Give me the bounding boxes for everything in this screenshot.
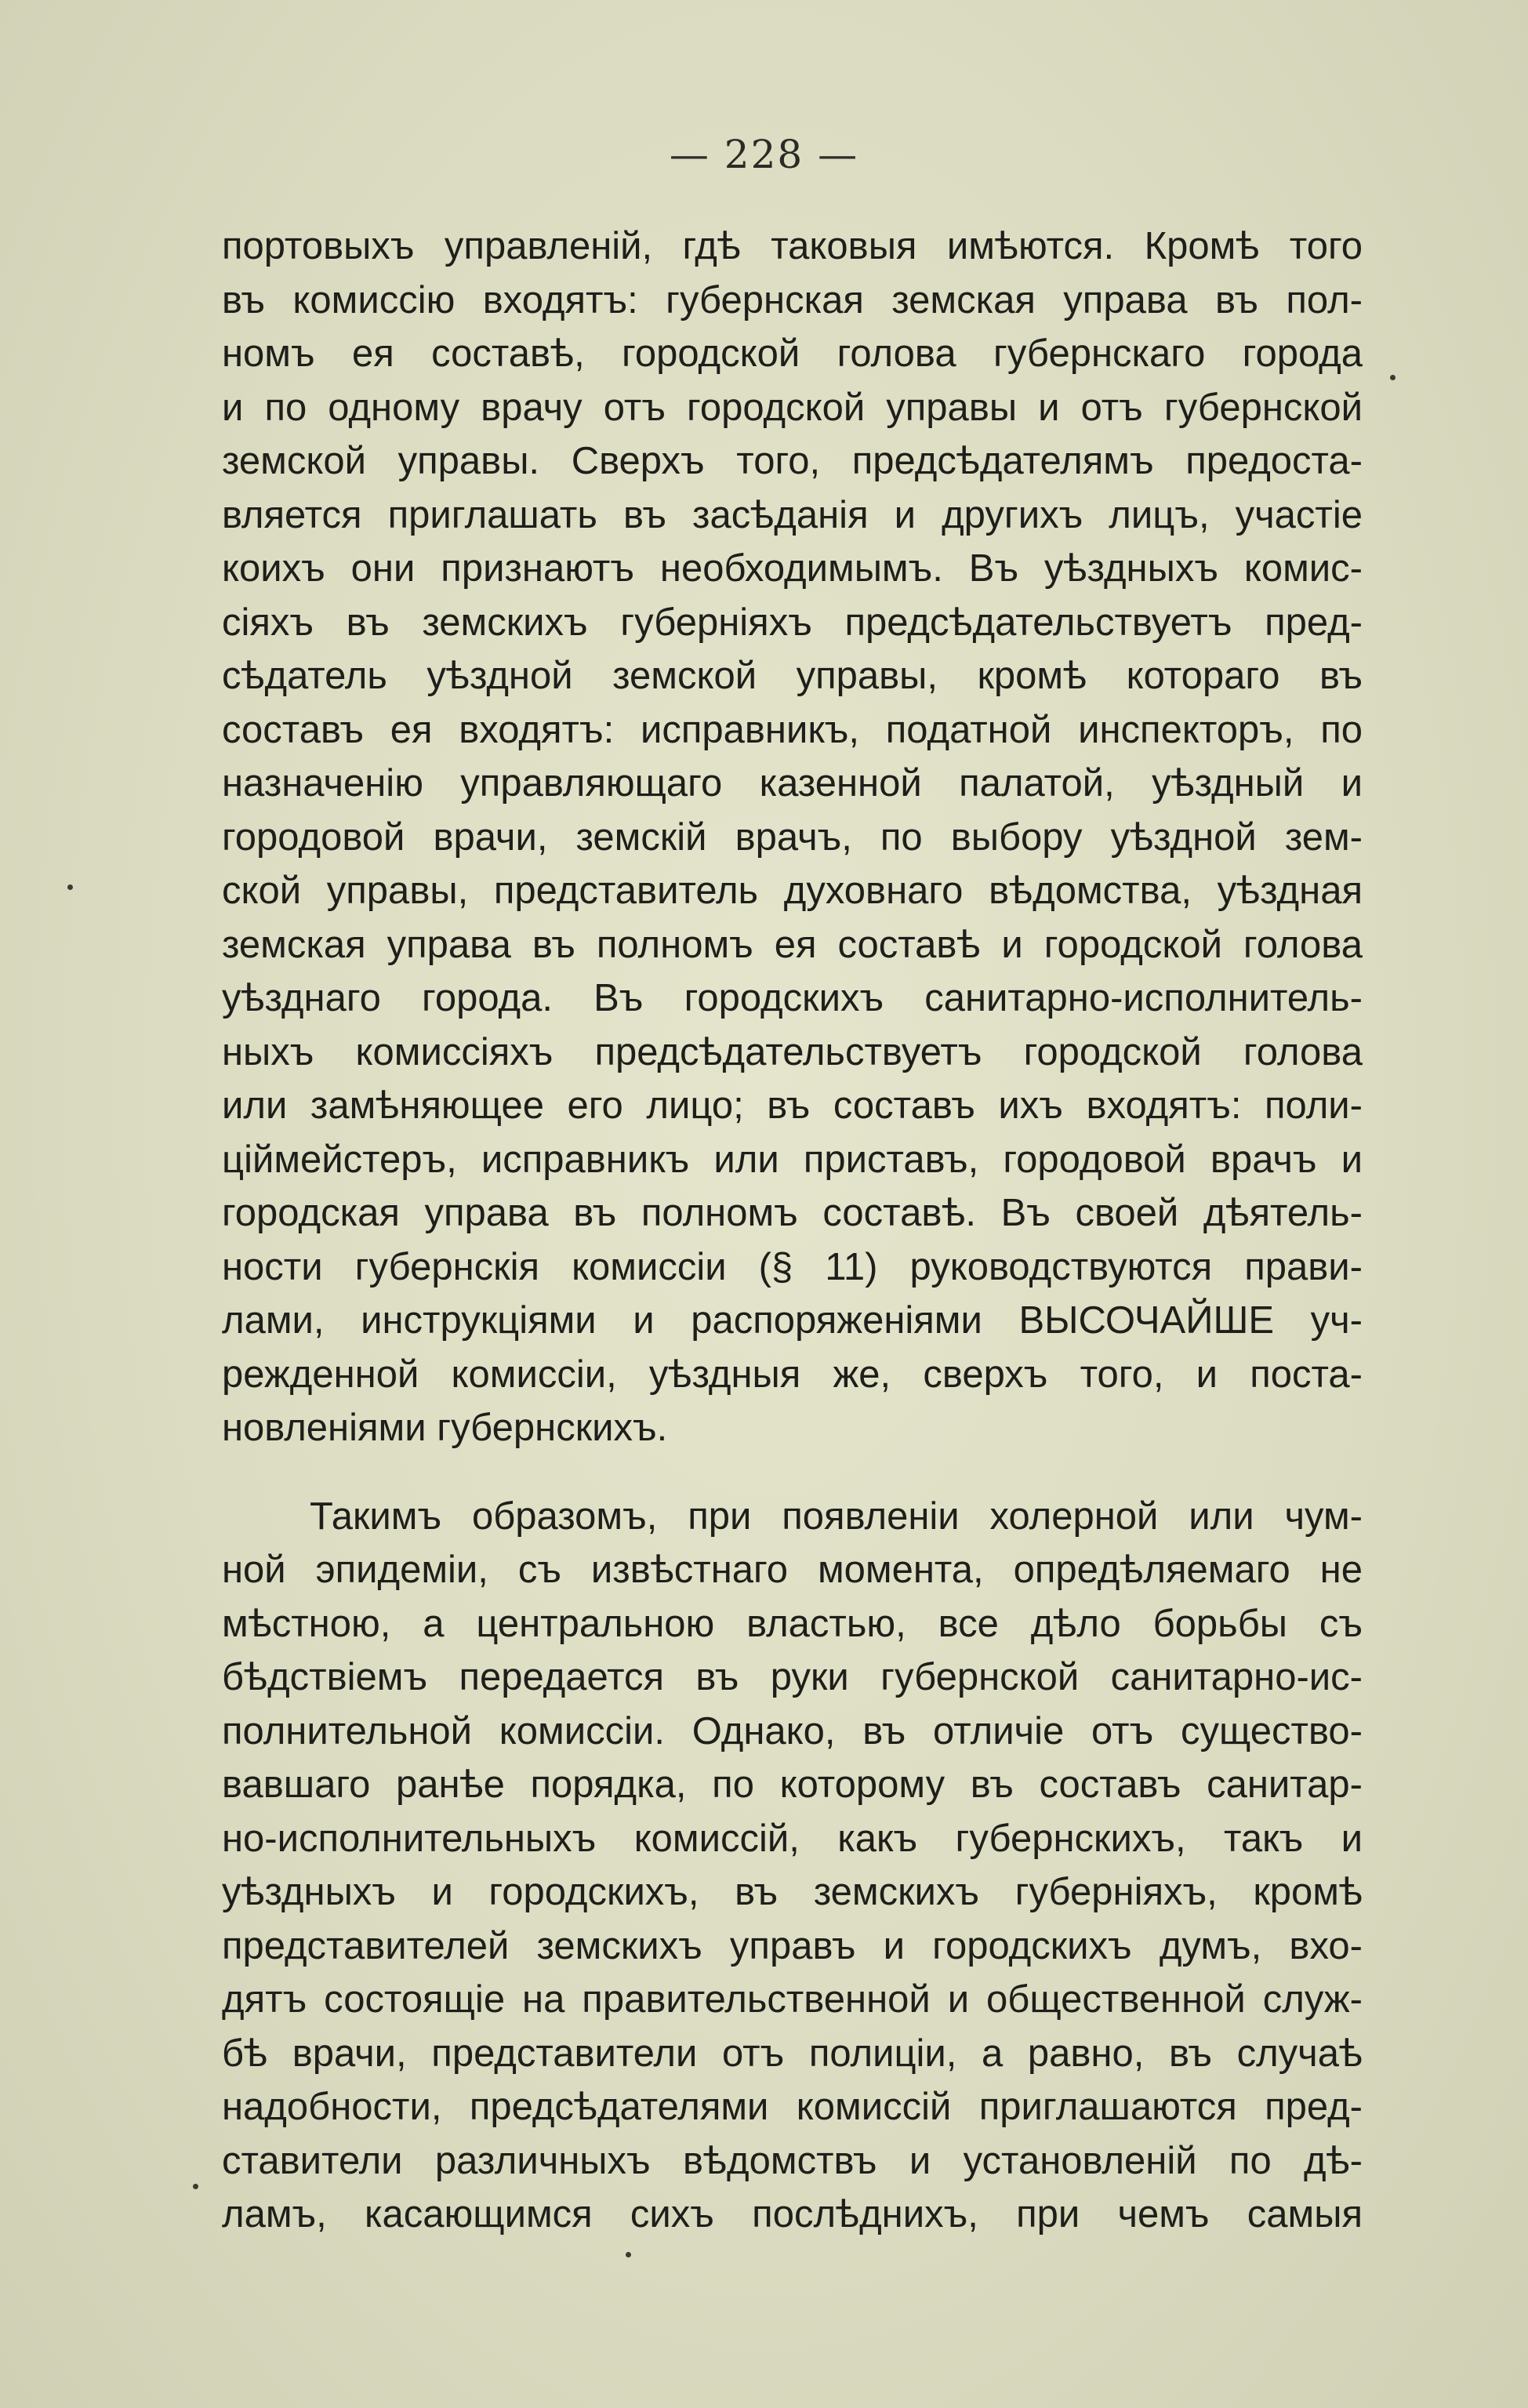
ink-speck <box>193 2184 198 2189</box>
text-line: режденной комиссіи, уѣздныя же, сверхъ того, и поста- <box>222 1353 1363 1396</box>
text-line: ной эпидеміи, съ извѣстнаго момента, опредѣляемаго не <box>222 1549 1363 1591</box>
text-line: ныхъ комиссіяхъ предсѣдательствуетъ городской голова <box>222 1030 1363 1073</box>
text-line: въ комиссію входятъ: губернская земская управа въ пол- <box>222 278 1363 321</box>
text-line: лами, инструкціями и распоряженіями ВЫСОЧАЙШЕ уч- <box>222 1299 1363 1342</box>
ink-speck <box>626 2252 631 2257</box>
text-line: коихъ они признаютъ необходимымъ. Въ уѣздныхъ комис- <box>222 547 1363 590</box>
text-line: вавшаго ранѣе порядка, по которому въ составъ санитар- <box>222 1763 1363 1806</box>
paragraph-gap <box>222 1455 1363 1490</box>
text-line: ставители различныхъ вѣдомствъ и установленій по дѣ- <box>222 2139 1363 2182</box>
text-line: ламъ, касающимся сихъ послѣднихъ, при чемъ самыя <box>222 2193 1363 2235</box>
text-line: назначенію управляющаго казенной палатой, уѣздный и <box>222 762 1363 804</box>
text-line: но-исполнительныхъ комиссій, какъ губернскихъ, такъ и <box>222 1817 1363 1860</box>
text-line: Такимъ образомъ, при появленіи холерной или чум- <box>310 1495 1363 1538</box>
text-line: портовыхъ управленій, гдѣ таковыя имѣются. Кромѣ того <box>222 225 1363 267</box>
body-text <box>222 220 1363 2242</box>
text-line: составъ ея входятъ: исправникъ, податной инспекторъ, по <box>222 708 1363 751</box>
text-line: ности губернскія комиссіи (§ 11) руководствуются прави- <box>222 1245 1363 1288</box>
text-line: земская управа въ полномъ ея составѣ и городской голова <box>222 923 1363 966</box>
text-line: бѣ врачи, представители отъ полиціи, а равно, въ случаѣ <box>222 2032 1363 2075</box>
text-line: представителей земскихъ управъ и городскихъ думъ, вхо- <box>222 1924 1363 1967</box>
text-line: уѣздныхъ и городскихъ, въ земскихъ губерніяхъ, кромѣ <box>222 1871 1363 1913</box>
text-line: мѣстною, а центральною властью, все дѣло борьбы съ <box>222 1602 1363 1645</box>
text-line: ской управы, представитель духовнаго вѣдомства, уѣздная <box>222 870 1363 912</box>
text-line: дятъ состоящіе на правительственной и общественной служ- <box>222 1978 1363 2021</box>
text-line: сіяхъ въ земскихъ губерніяхъ предсѣдательствуетъ пред- <box>222 601 1363 644</box>
text-line: надобности, предсѣдателями комиссій приглашаются пред- <box>222 2086 1363 2128</box>
text-line: ціймейстеръ, исправникъ или приставъ, городовой врачъ и <box>222 1138 1363 1181</box>
paragraph-2 <box>222 1490 1363 2242</box>
ink-speck <box>67 884 73 890</box>
text-line: или замѣняющее его лицо; въ составъ ихъ входятъ: поли- <box>222 1084 1363 1127</box>
text-line: бѣдствіемъ передается въ руки губернской санитарно-ис- <box>222 1656 1363 1698</box>
ink-speck <box>1390 375 1396 380</box>
text-line: городовой врачи, земскій врачъ, по выбору уѣздной зем- <box>222 815 1363 859</box>
text-line: новленіями губернскихъ. <box>222 1407 668 1449</box>
text-line: вляется приглашать въ засѣданія и другихъ лицъ, участіе <box>222 493 1363 536</box>
text-line: городская управа въ полномъ составѣ. Въ своей дѣятель- <box>222 1192 1363 1234</box>
paragraph-1 <box>222 220 1363 1455</box>
text-line: земской управы. Сверхъ того, предсѣдателямъ предоста- <box>222 440 1363 482</box>
text-line: сѣдатель уѣздной земской управы, кромѣ котораго въ <box>222 655 1363 697</box>
page-number: — 228 — <box>669 132 859 177</box>
text-line: и по одному врачу отъ городской управы и отъ губернской <box>222 386 1363 429</box>
text-line: полнительной комиссіи. Однако, въ отличіе отъ существо- <box>222 1709 1363 1752</box>
text-line: уѣзднаго города. Въ городскихъ санитарно-исполнитель- <box>222 977 1363 1019</box>
text-line: номъ ея составѣ, городской голова губернскаго города <box>222 332 1363 375</box>
